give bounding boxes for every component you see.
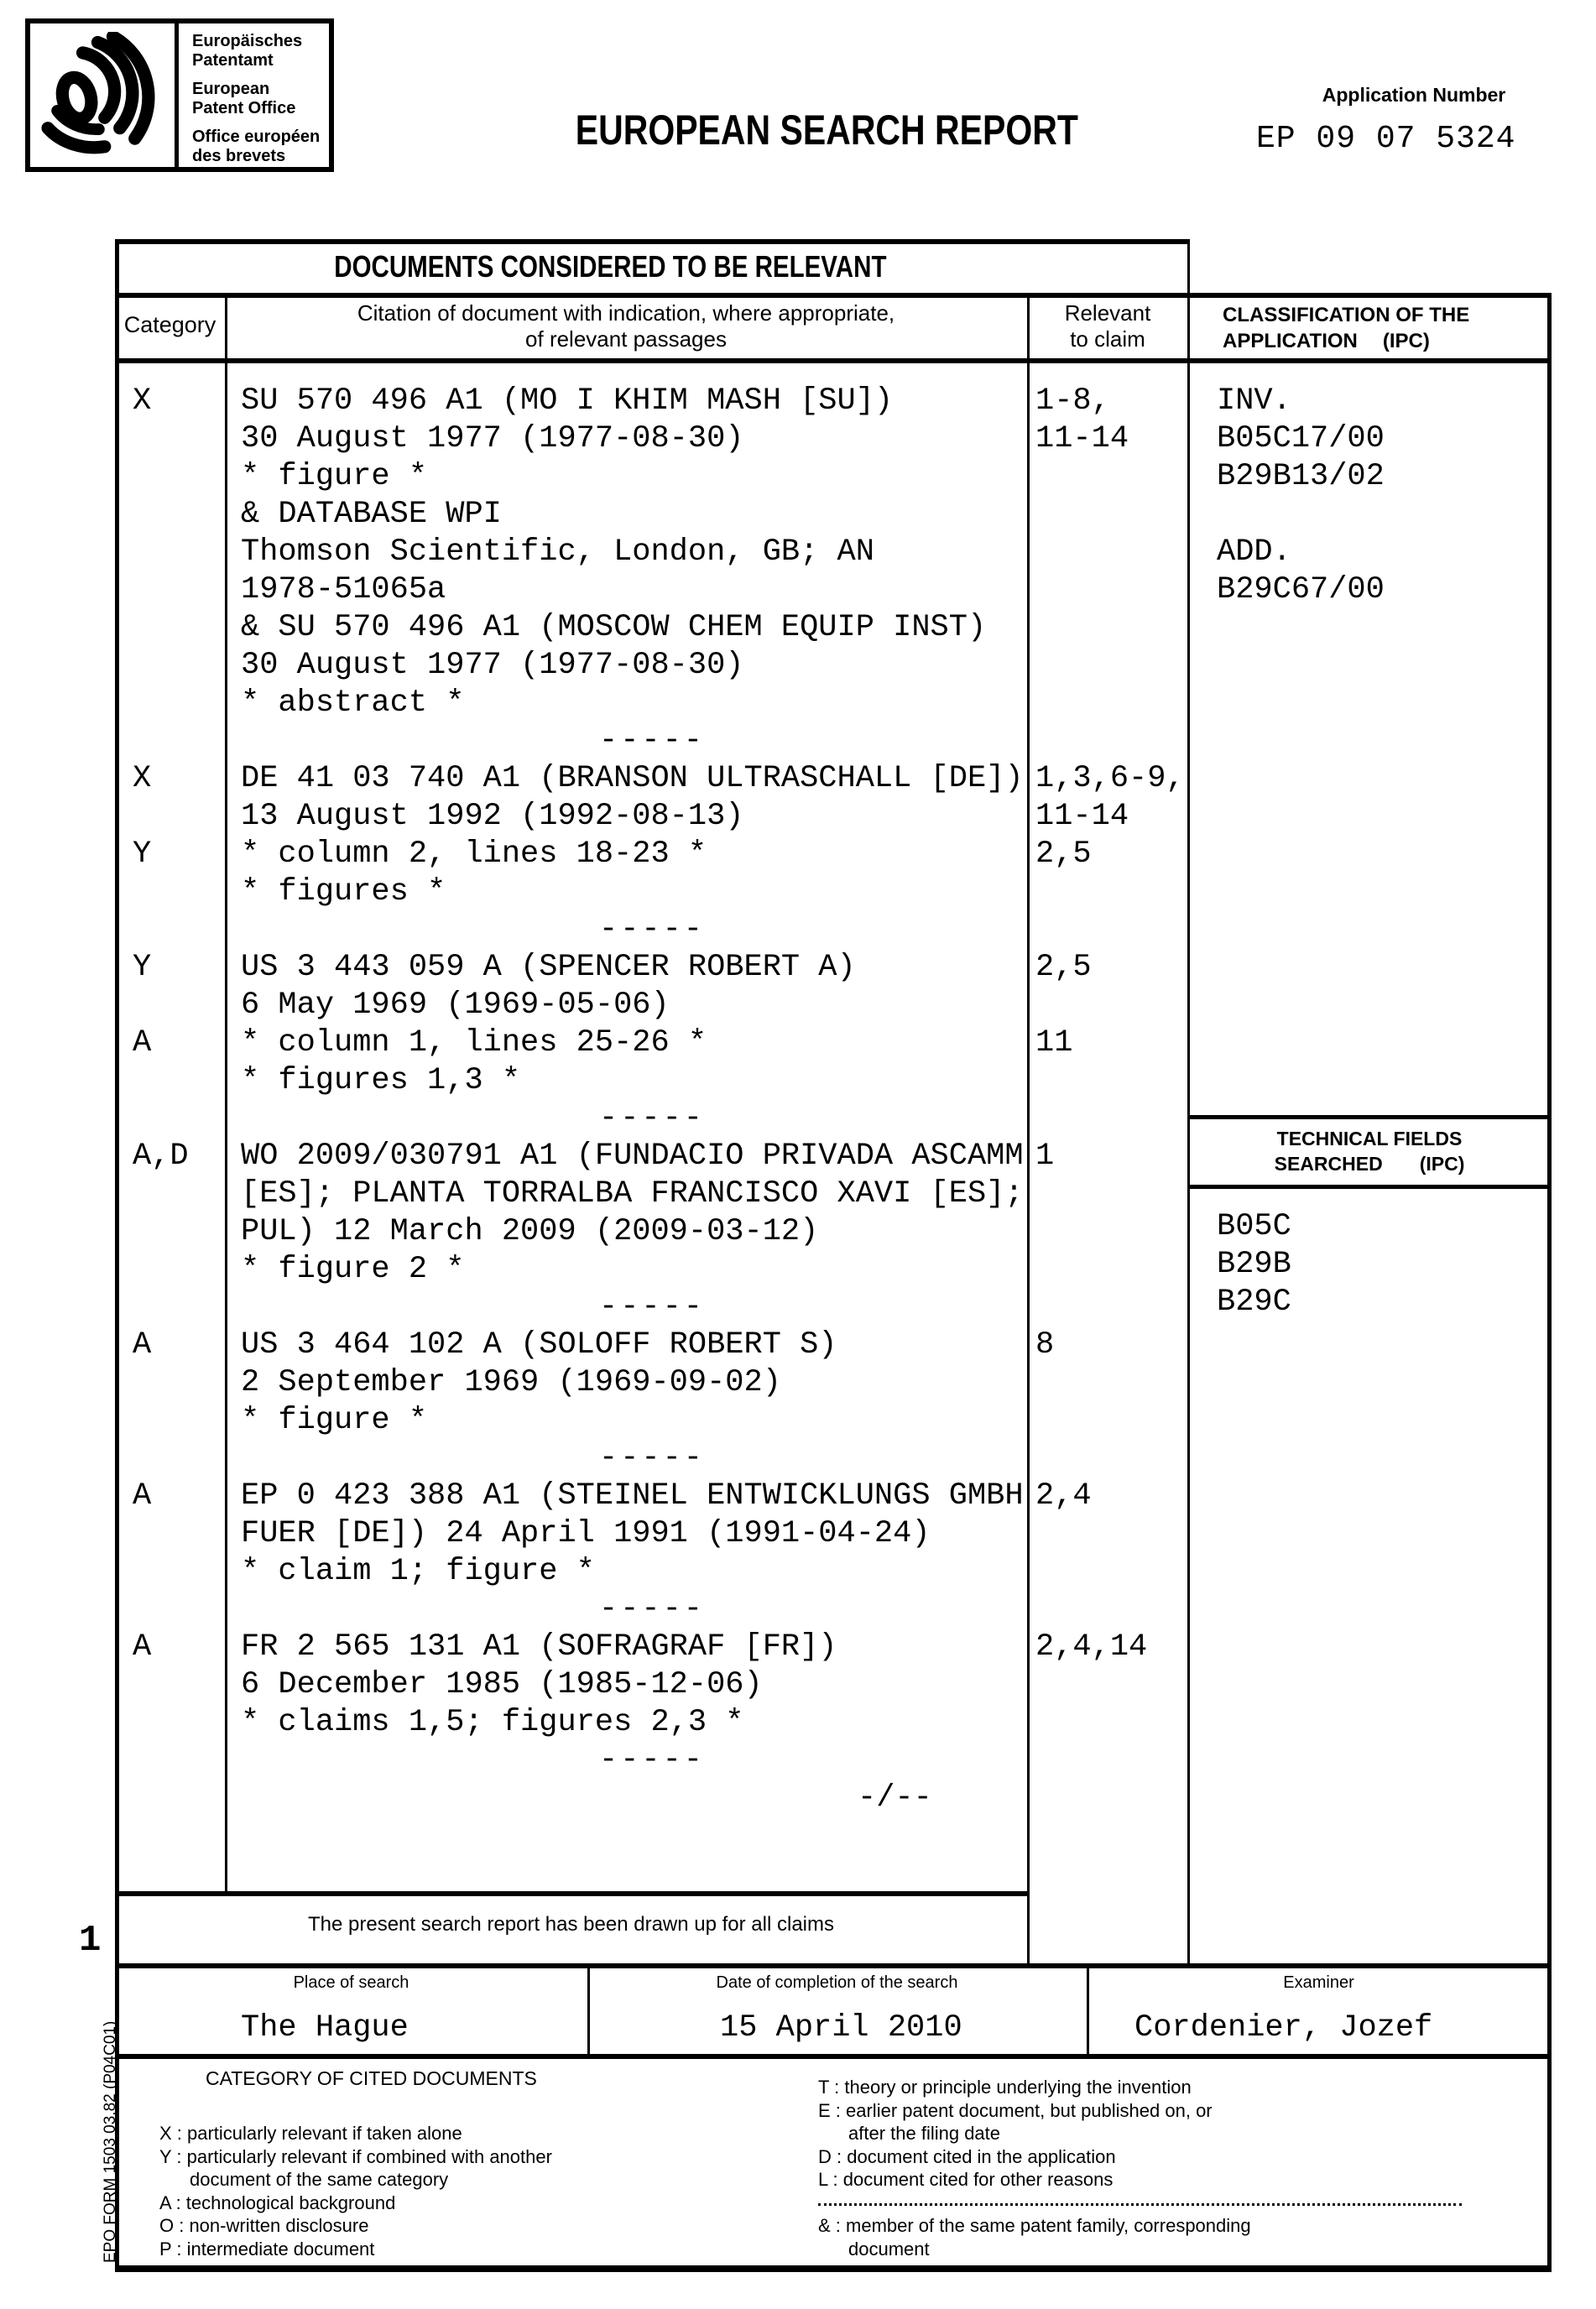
classification-code: B29C67/00 (1217, 572, 1385, 607)
date-of-completion-label: Date of completion of the search (716, 1973, 958, 1992)
sheet-number: 1 (79, 1920, 102, 1962)
entry-line-row (115, 949, 1551, 987)
entry-separator: ----- (598, 1441, 706, 1476)
dotted-separator (818, 2192, 1462, 2206)
claim-numbers: 2,4,14 (1035, 1629, 1148, 1665)
citation-text: 1978-51065a (241, 572, 446, 607)
citation-text: * figures 1,3 * (241, 1063, 521, 1098)
category-marker: Y (133, 837, 152, 872)
table-border-line (115, 239, 1190, 244)
searched-field-code: B29C (1217, 1285, 1291, 1320)
citation-text: & SU 570 496 A1 (MOSCOW CHEM EQUIP INST) (241, 610, 987, 645)
column-header-classification-line2 (1223, 328, 1469, 354)
epo-office-name: Office européen des brevets (192, 128, 321, 165)
legend-left-column (159, 2122, 552, 2260)
citation-text: US 3 464 102 A (SOLOFF ROBERT S) (241, 1327, 837, 1363)
citation-text: 13 August 1992 (1992-08-13) (241, 799, 744, 834)
citation-text: DE 41 03 740 A1 (BRANSON ULTRASCHALL [DE]) (241, 761, 1024, 796)
report-title (520, 106, 1091, 154)
table-title-text: DOCUMENTS CONSIDERED TO BE RELEVANT (333, 249, 887, 284)
category-marker: A (133, 1327, 152, 1363)
claim-numbers: 1 (1035, 1139, 1055, 1174)
category-marker: X (133, 383, 152, 419)
column-header-category: Category (123, 312, 216, 337)
entry-separator: ----- (598, 912, 706, 947)
legend-entry: Y : particularly relevant if combined with another (159, 2145, 552, 2167)
category-marker: A (133, 1478, 152, 1514)
searched-field-code: B29B (1217, 1247, 1291, 1282)
category-marker: Y (133, 950, 152, 985)
entry-line-row (115, 1327, 1551, 1364)
table-border-line (115, 2054, 1552, 2059)
entry-line-row (115, 1175, 1551, 1213)
entry-line-row (115, 1402, 1551, 1440)
citation-text: FR 2 565 131 A1 (SOFRAGRAF [FR]) (241, 1629, 837, 1665)
epo-office-name: Europäisches Patentamt (192, 32, 303, 70)
entry-line-row (115, 609, 1551, 647)
citation-text: * column 2, lines 18-23 * (241, 837, 707, 872)
citation-text: * claim 1; figure * (241, 1554, 595, 1589)
classification-code: ADD. (1217, 534, 1291, 570)
separator-row (115, 1591, 1551, 1629)
entry-separator: ----- (598, 1592, 706, 1627)
technical-fields-header (1190, 1126, 1549, 1176)
entry-line-row (115, 1478, 1551, 1515)
category-marker: A,D (133, 1139, 189, 1174)
epo-form-id: EPO FORM 1503 03.82 (P04C01) (102, 2020, 119, 2263)
ipc-word: (IPC) (1382, 330, 1430, 352)
citation-text: * figures * (241, 874, 446, 910)
citation-text: * figure * (241, 1403, 428, 1438)
column-header-classification (1223, 302, 1469, 354)
entry-separator: ----- (598, 723, 706, 758)
epo-office-name: European Patent Office (192, 80, 296, 117)
column-header-relevant-line1: Relevant (1064, 300, 1151, 326)
table-border-line (115, 2265, 1552, 2272)
classification-code: B29B13/02 (1217, 459, 1385, 494)
claim-numbers: 8 (1035, 1327, 1055, 1363)
entry-line-row (115, 987, 1551, 1024)
legend-entry: A : technological background (159, 2192, 396, 2213)
date-of-completion-value: 15 April 2010 (720, 2010, 962, 2046)
entry-line-row (115, 873, 1551, 911)
separator-row (115, 722, 1551, 760)
legend-entry: & : member of the same patent family, corresponding (818, 2215, 1251, 2236)
report-title-text: EUROPEAN SEARCH REPORT (575, 107, 1078, 154)
column-header-citation (227, 300, 1025, 352)
epo-office-names (179, 23, 329, 167)
technical-fields-line2 (1190, 1151, 1549, 1176)
legend-entry: after the filing date (848, 2123, 1001, 2144)
epo-logo-box (25, 18, 334, 172)
column-header-citation-line1: Citation of document with indication, where appropriate, (357, 300, 895, 326)
continuation-row (115, 1780, 1551, 1817)
entry-separator: ----- (598, 1743, 706, 1778)
citation-text: * column 1, lines 25-26 * (241, 1025, 707, 1061)
classification-code: INV. (1217, 383, 1291, 419)
application-number-label: Application Number (1322, 84, 1506, 106)
category-marker: A (133, 1025, 152, 1061)
citation-text: SU 570 496 A1 (MO I KHIM MASH [SU]) (241, 383, 894, 419)
claim-numbers: 1,3,6-9, (1035, 761, 1185, 796)
entry-separator: ----- (598, 1101, 706, 1136)
legend-entry: D : document cited in the application (818, 2145, 1116, 2167)
entry-line-row (115, 1364, 1551, 1402)
citation-text: PUL) 12 March 2009 (2009-03-12) (241, 1214, 819, 1249)
column-header-relevant-line2: to claim (1070, 326, 1145, 352)
place-of-search-value: The Hague (241, 2010, 409, 2046)
citation-text: EP 0 423 388 A1 (STEINEL ENTWICKLUNGS GMBH (241, 1478, 1024, 1514)
column-header-relevant (1030, 300, 1186, 352)
table-title (115, 249, 1105, 284)
legend-entry: document (848, 2238, 930, 2259)
citation-text: * claims 1,5; figures 2,3 * (241, 1705, 744, 1740)
category-marker: X (133, 761, 152, 796)
citation-text: 2 September 1969 (1969-09-02) (241, 1365, 781, 1400)
claim-numbers: 1-8, (1035, 383, 1110, 419)
drawn-up-statement: The present search report has been drawn up for all claims (308, 1913, 834, 1936)
technical-fields-line1: TECHNICAL FIELDS (1276, 1128, 1463, 1149)
entry-line-row (115, 1515, 1551, 1553)
citation-text: * abstract * (241, 685, 465, 721)
category-marker: A (133, 1629, 152, 1665)
entry-line-row (115, 1062, 1551, 1100)
citation-text: 6 May 1969 (1969-05-06) (241, 988, 670, 1023)
classification-codes (1217, 383, 1385, 609)
separator-row (115, 1440, 1551, 1478)
claim-numbers: 11 (1035, 1025, 1073, 1061)
entry-line-row (115, 1251, 1551, 1289)
entry-line-row (115, 760, 1551, 798)
entry-line-row (115, 647, 1551, 685)
citation-text: US 3 443 059 A (SPENCER ROBERT A) (241, 950, 856, 985)
ipc-word: (IPC) (1419, 1153, 1465, 1175)
entry-line-row (115, 1666, 1551, 1704)
legend-entry: P : intermediate document (159, 2238, 375, 2259)
continuation-mark: -/-- (858, 1780, 932, 1816)
claim-numbers: 11-14 (1035, 799, 1129, 834)
claim-numbers: 2,5 (1035, 950, 1092, 985)
entry-separator: ----- (598, 1290, 706, 1325)
entry-line-row (115, 836, 1551, 873)
separator-row (115, 911, 1551, 949)
citation-text: * figure * (241, 459, 428, 494)
citation-text: [ES]; PLANTA TORRALBA FRANCISCO XAVI [ES]; (241, 1176, 1024, 1212)
entry-line-row (115, 798, 1551, 836)
searched-field-codes (1217, 1208, 1291, 1321)
citation-text: WO 2009/030791 A1 (FUNDACIO PRIVADA ASCAMM (241, 1139, 1024, 1174)
citation-text: 30 August 1977 (1977-08-30) (241, 421, 744, 456)
examiner-value: Cordenier, Jozef (1134, 2010, 1433, 2046)
searched-field-code: B05C (1217, 1209, 1291, 1244)
epo-logo-icon (30, 23, 179, 167)
epo-spiral-icon (39, 32, 166, 159)
citation-text: Thomson Scientific, London, GB; AN (241, 534, 874, 570)
classification-word: APPLICATION (1223, 330, 1358, 352)
legend-entry: L : document cited for other reasons (818, 2169, 1114, 2190)
entry-line-row (115, 1213, 1551, 1251)
entry-line-row (115, 685, 1551, 722)
classification-gap (1217, 496, 1385, 534)
citation-text: & DATABASE WPI (241, 497, 502, 532)
citation-text: 30 August 1977 (1977-08-30) (241, 648, 744, 683)
entry-line-row (115, 1629, 1551, 1666)
table-border-line (115, 293, 1552, 298)
entry-line-row (115, 1704, 1551, 1742)
claim-numbers: 2,5 (1035, 837, 1092, 872)
legend-entry: X : particularly relevant if taken alone (159, 2123, 462, 2144)
legend-entry: O : non-written disclosure (159, 2215, 369, 2236)
legend-entry: T : theory or principle underlying the invention (818, 2077, 1192, 2098)
claim-numbers: 2,4 (1035, 1478, 1092, 1514)
column-header-citation-line2: of relevant passages (525, 326, 727, 352)
column-header-classification-line1: CLASSIFICATION OF THE (1223, 304, 1470, 326)
citation-text: * figure 2 * (241, 1252, 465, 1287)
entry-line-row (115, 1553, 1551, 1591)
separator-row (115, 1742, 1551, 1780)
legend-entry: E : earlier patent document, but published on, or (818, 2099, 1213, 2121)
table-border-line (115, 1963, 1552, 1968)
cited-documents-legend-title: CATEGORY OF CITED DOCUMENTS (206, 2067, 537, 2089)
legend-entry: document of the same category (190, 2169, 449, 2190)
claim-numbers: 11-14 (1035, 421, 1129, 456)
application-number-value: EP 09 07 5324 (1256, 121, 1516, 157)
entry-line-row (115, 1024, 1551, 1062)
searched-word: SEARCHED (1274, 1153, 1383, 1175)
classification-code: B05C17/00 (1217, 421, 1385, 456)
citation-text: FUER [DE]) 24 April 1991 (1991-04-24) (241, 1516, 931, 1551)
legend-right-column (818, 2076, 1462, 2260)
separator-row (115, 1289, 1551, 1327)
place-of-search-label: Place of search (293, 1973, 409, 1992)
citation-text: 6 December 1985 (1985-12-06) (241, 1667, 763, 1702)
examiner-label: Examiner (1283, 1973, 1354, 1992)
